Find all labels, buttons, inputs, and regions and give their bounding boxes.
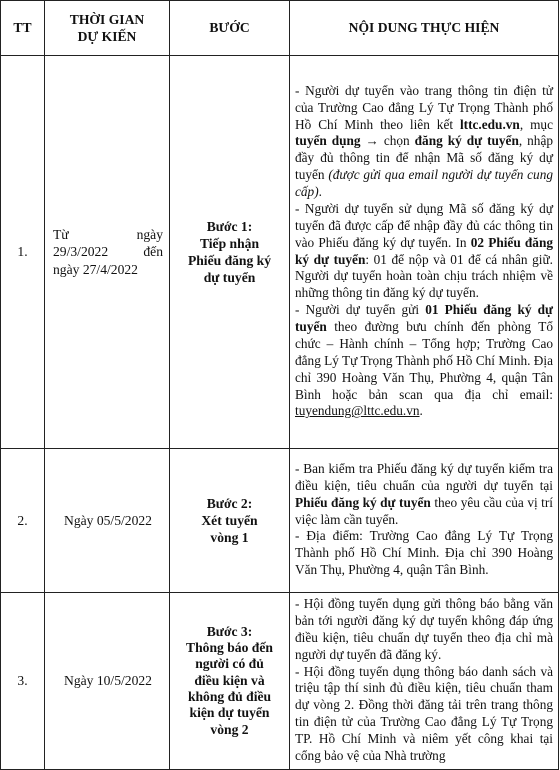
header-time: THỜI GIAN DỰ KIẾN [45,1,170,56]
row-content [290,593,559,770]
row-number: 1. [1,56,45,449]
row-content [290,56,559,449]
row-time: Ngày 10/5/2022 [45,593,170,770]
row-step: Bước 2: Xét tuyển vòng 1 [170,449,290,593]
row-step: Bước 3: Thông báo đến người có đủ điều kiện và không đủ điều kiện dự tuyển vòng 2 [170,593,290,770]
row-content [290,449,559,593]
table-row [1,593,559,770]
table-header-row [1,1,559,56]
header-tt: TT [1,1,45,56]
content-paragraph: - Hội đồng tuyển dụng thông báo danh sách và triệu tập thí sinh đủ điều kiện, tiêu chuẩn tham dự vòng 2. Đồng thời đăng tải trên trang thông tin điện tử của Trường Cao đẳng Lý Tự Trọng TP. Hồ Chí Minh và niêm yết công khai tại cổng bảo vệ của Nhà trường [295,663,553,763]
content-paragraph: - Người dự tuyển vào trang thông tin điện tử của Trường Cao đẳng Lý Tự Trọng Thành phố Hồ Chí Minh theo liên kết lttc.edu.vn, mục tuyển dụng → chọn đăng ký dự tuyển, nhập đầy đủ thông tin để nhận Mã số đăng ký dự tuyển (được gửi qua email người dự tuyển cung cấp). [295,82,554,199]
content-paragraph: - Người dự tuyển gửi 01 Phiếu đăng ký dự tuyển theo đường bưu chính đến phòng Tổ chức – Hành chính – Tổng hợp; Trường Cao đẳng Lý Tự Trọng Thành phố Hồ Chí Minh. Địa chỉ 390 Hoàng Văn Thụ, Phường 4, quận Tân Bình hoặc bản scan qua địa chỉ email: tuyendung@lttc.edu.vn. [295,302,553,419]
row-number: 2. [1,449,45,593]
content-paragraph: - Địa điểm: Trường Cao đẳng Lý Tự Trọng Thành phố Hồ Chí Minh. Địa chỉ 390 Hoàng Văn Thụ, Phường 4, quận Tân Bình. [295,528,553,578]
row-time: Từ ngày 29/3/2022 đến ngày 27/4/2022 [45,56,170,449]
content-paragraph: - Người dự tuyển sử dụng Mã số đăng ký dự tuyển đã được cấp để nhập đầy đủ các thông tin vào Phiếu đăng ký dự tuyển. In 02 Phiếu đăng ký dự tuyển: 01 để nộp và 01 để cá nhân giữ. Người dự tuyển hoàn toàn chịu trách nhiệm về những thông tin đăng ký dự tuyển. [295,200,553,301]
row-step: Bước 1: Tiếp nhận Phiếu đăng ký dự tuyển [170,56,290,449]
row-number: 3. [1,593,45,770]
content-paragraph: - Ban kiểm tra Phiếu đăng ký dự tuyển kiểm tra điều kiện, tiêu chuẩn của người dự tuyển tại Phiếu đăng ký dự tuyển theo yêu cầu của vị trí việc làm cần tuyển. [295,460,553,527]
content-paragraph: - Hội đồng tuyển dụng gửi thông báo bằng văn bản tới người đăng ký dự tuyển không đáp ứng điều kiện, tiêu chuẩn dự tuyển theo địa chỉ mà người dự tuyển đã đăng ký. [295,596,553,662]
row-time: Ngày 05/5/2022 [45,449,170,593]
table-row [1,449,559,593]
table-row [1,56,559,449]
header-content: NỘI DUNG THỰC HIỆN [290,1,559,56]
header-step: BƯỚC [170,1,290,56]
email-link[interactable]: tuyendung@lttc.edu.vn [295,403,420,419]
